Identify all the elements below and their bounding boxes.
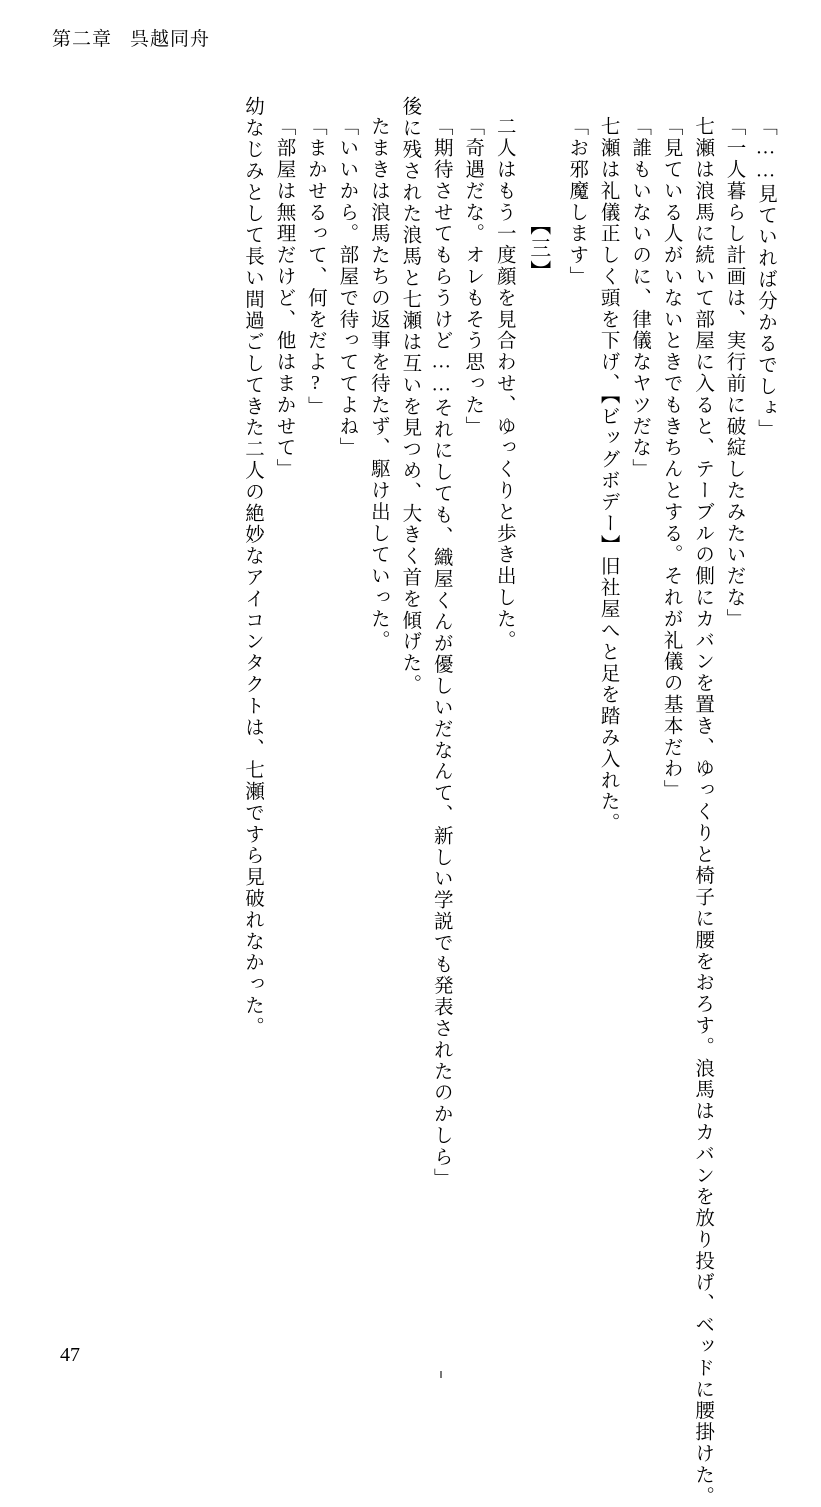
text-line: 七瀬は礼儀正しく頭を下げ、【ビッグボデー】旧社屋へと足を踏み入れた。 bbox=[597, 116, 619, 834]
page-number: 47 bbox=[60, 1344, 80, 1366]
running-head bbox=[52, 24, 210, 51]
text-line: 二人はもう一度顔を見合わせ、ゆっくりと歩き出した。 bbox=[493, 116, 515, 651]
section-marker: 【三】 bbox=[527, 214, 552, 283]
text-line: 「いいから。部屋で待っててよね」 bbox=[336, 116, 358, 459]
text-line: 「誰もいないのに、律儀なヤツだな」 bbox=[629, 116, 651, 480]
text-line: 「お邪魔します」 bbox=[566, 116, 588, 288]
text-line: 「まかせるって、何をだよ?」 bbox=[304, 116, 326, 418]
text-line: 「期待させてもらうけど……それにしても、織屋くんが優しいだなんて、新しい学説でも発表されたのかしら」 bbox=[430, 116, 452, 1189]
text-line: 幼なじみとして長い間過ごしてきた二人の絶妙なアイコンタクトは、七瀬ですら見破れなかった。 bbox=[241, 96, 263, 1038]
chapter-title: 呉越同舟 bbox=[130, 29, 211, 50]
text-line: たまきは浪馬たちの返事を待たず、駆け出していった。 bbox=[367, 116, 389, 651]
text-line: 後に残された浪馬と七瀬は互いを見つめ、大きく首を傾げた。 bbox=[399, 96, 421, 696]
text-line: 「見ている人がいないときでもきちんとする。それが礼儀の基本だわ」 bbox=[660, 116, 682, 801]
text-line: 「……見ていれば分かるでしょ」 bbox=[755, 116, 776, 440]
text-line: 「一人暮らし計画は、実行前に破綻したみたいだな」 bbox=[723, 116, 745, 630]
vertical-text-body bbox=[231, 96, 776, 1507]
chapter-number: 第二章 bbox=[52, 29, 113, 50]
text-line: 七瀬は浪馬に続いて部屋に入ると、テーブルの側にカバンを置き、ゆっくりと椅子に腰をおろす。浪馬はカバンを放り投げ、ベッドに腰掛けた。 bbox=[692, 116, 714, 1507]
text-line: 「奇遇だな。オレもそう思った」 bbox=[462, 116, 484, 437]
paper-speck bbox=[440, 1371, 442, 1378]
text-line: 「部屋は無理だけど、他はまかせて」 bbox=[273, 116, 295, 480]
